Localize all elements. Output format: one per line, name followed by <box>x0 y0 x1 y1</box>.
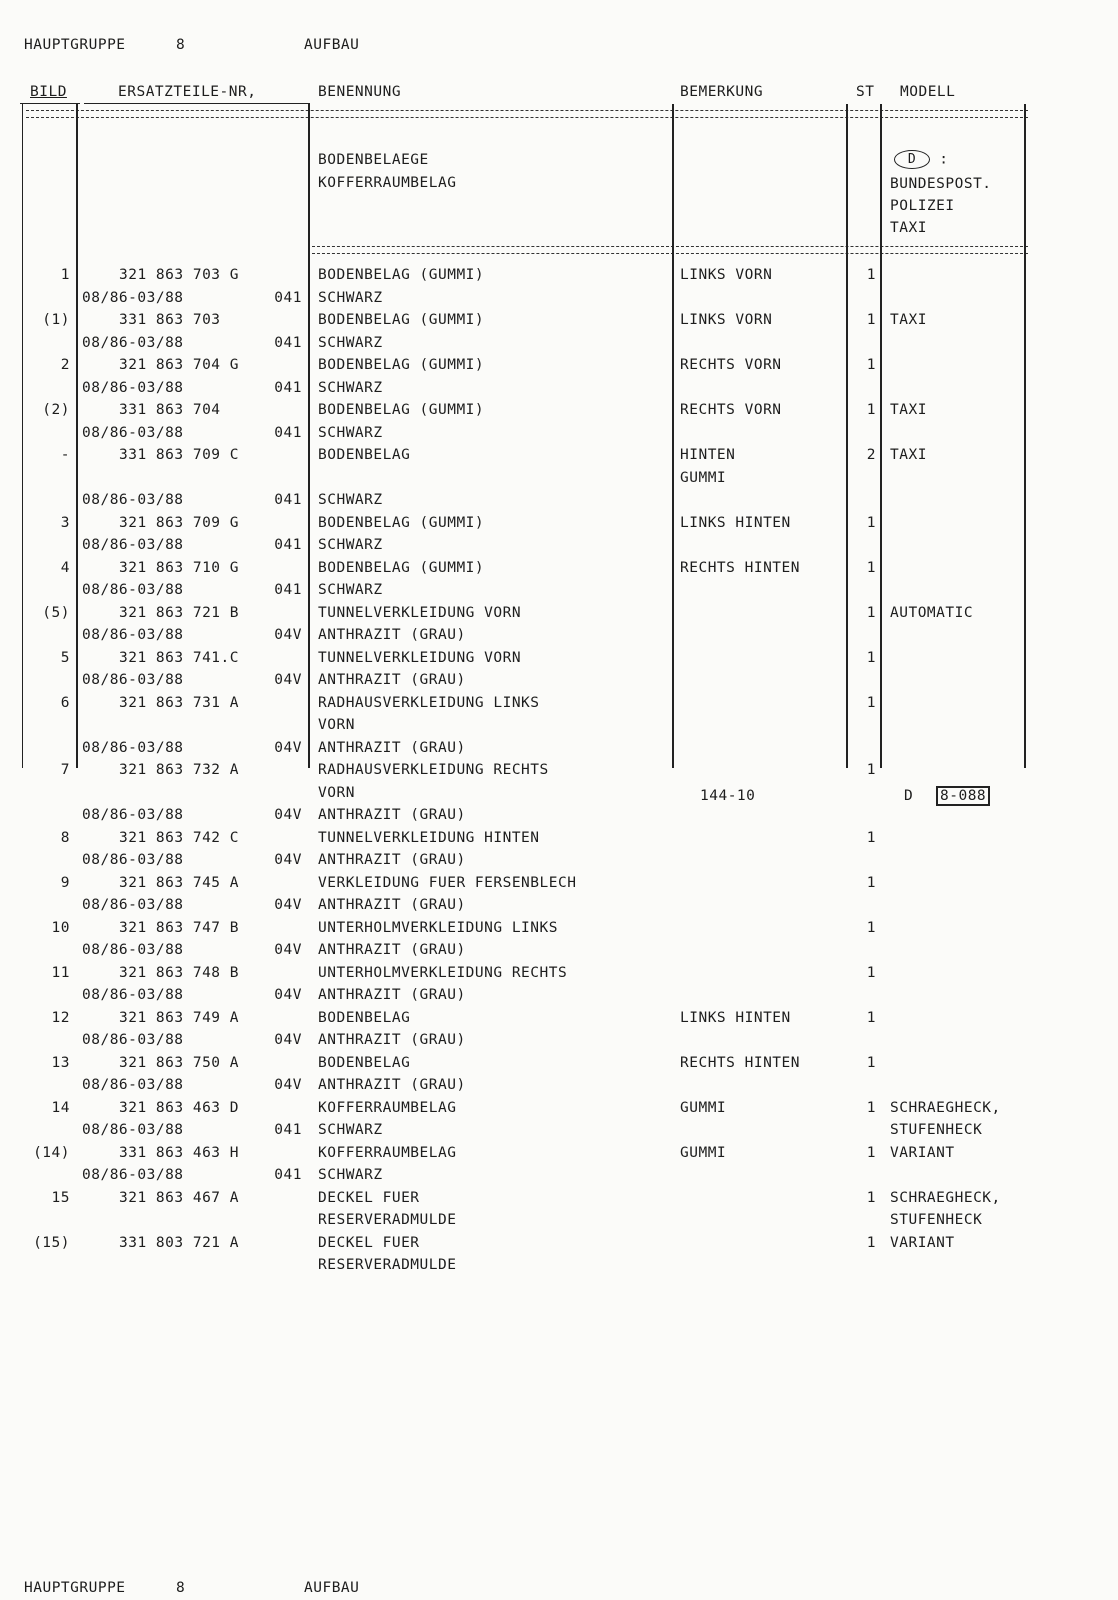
bild-cell: 6 <box>60 694 70 711</box>
table-row <box>0 602 1118 624</box>
bild-cell: (15) <box>33 1234 70 1251</box>
table-row <box>0 309 1118 331</box>
name-cell: VERKLEIDUNG FUER FERSENBLECH <box>318 874 577 891</box>
part-number-cell: 321 863 710 G <box>119 559 239 576</box>
model-cell: SCHRAEGHECK, <box>890 1099 1001 1116</box>
part-number-cell: 321 863 463 D <box>119 1099 239 1116</box>
remark-cell: HINTEN <box>680 447 736 463</box>
bild-cell: 11 <box>51 964 70 981</box>
qty-cell: 1 <box>866 267 876 283</box>
table-row-continuation <box>0 1209 1118 1231</box>
remark-cell: RECHTS VORN <box>680 402 782 418</box>
name-cell: KOFFERRAUMBELAG <box>318 1099 457 1116</box>
name-cell: BODENBELAG <box>318 447 411 463</box>
name-cell: SCHWARZ <box>318 492 383 508</box>
qty-cell: 1 <box>866 762 876 778</box>
color-code-cell: 041 <box>274 379 302 396</box>
next-group-title: AUFBAU <box>304 1580 360 1596</box>
part-number-cell: 321 863 704 G <box>119 357 239 373</box>
part-number-cell: 331 863 463 H <box>119 1144 239 1161</box>
table-row-detail <box>0 287 1118 309</box>
bild-cell: 14 <box>51 1099 70 1116</box>
table-row <box>0 692 1118 714</box>
table-row <box>0 1187 1118 1209</box>
table-row-detail <box>0 579 1118 601</box>
color-code-cell: 04V <box>274 897 302 913</box>
table-row-detail <box>0 377 1118 399</box>
bild-cell: 13 <box>51 1054 70 1071</box>
table-row-detail <box>0 984 1118 1006</box>
bild-cell: - <box>60 447 70 463</box>
table-row <box>0 264 1118 286</box>
table-row <box>0 399 1118 421</box>
name-cell: KOFFERRAUMBELAG <box>318 1144 457 1161</box>
table-row <box>0 647 1118 669</box>
qty-cell: 1 <box>866 1234 876 1251</box>
part-number-cell: 321 863 732 A <box>119 762 239 778</box>
color-code-cell: 04V <box>274 739 302 756</box>
table-row <box>0 354 1118 376</box>
part-number-cell: 321 863 749 A <box>119 1009 239 1026</box>
bild-cell: 10 <box>51 919 70 936</box>
qty-cell: 1 <box>866 694 876 711</box>
qty-cell: 1 <box>866 604 876 621</box>
color-code-cell: 04V <box>274 852 302 868</box>
qty-cell: 1 <box>866 514 876 531</box>
name-cell: VORN <box>318 784 355 801</box>
name-cell: SCHWARZ <box>318 1122 383 1138</box>
name-cell: ANTHRAZIT (GRAU) <box>318 672 466 688</box>
name-cell: BODENBELAG (GUMMI) <box>318 267 485 283</box>
model-cell: STUFENHECK <box>890 1122 983 1138</box>
name-cell: SCHWARZ <box>318 379 383 396</box>
table-row-continuation <box>0 714 1118 736</box>
table-row <box>0 1142 1118 1164</box>
circle-d-icon: D <box>894 150 930 169</box>
bild-cell: 9 <box>60 874 70 891</box>
model-cell: TAXI <box>890 447 927 463</box>
col-qty: ST <box>856 84 875 100</box>
remark-cell: RECHTS HINTEN <box>680 1054 800 1071</box>
name-cell: SCHWARZ <box>318 424 383 441</box>
qty-cell: 1 <box>866 1099 876 1116</box>
table-row-detail <box>0 849 1118 871</box>
date-range-cell: 08/86-03/88 <box>82 492 184 508</box>
col-part: ERSATZTEILE-NR, <box>118 84 257 100</box>
name-cell: TUNNELVERKLEIDUNG HINTEN <box>318 829 540 846</box>
remark-cell: GUMMI <box>680 1099 727 1116</box>
bild-cell: 15 <box>51 1189 70 1206</box>
color-code-cell: 041 <box>274 1122 302 1138</box>
model-badge <box>894 150 948 169</box>
color-code-cell: 041 <box>274 334 302 351</box>
name-cell: DECKEL FUER <box>318 1189 420 1206</box>
name-cell: UNTERHOLMVERKLEIDUNG RECHTS <box>318 964 568 981</box>
name-cell: ANTHRAZIT (GRAU) <box>318 942 466 958</box>
part-number-cell: 321 863 747 B <box>119 919 239 936</box>
name-cell: RESERVERADMULDE <box>318 1257 457 1273</box>
name-cell: BODENBELAG <box>318 1009 411 1026</box>
name-cell: ANTHRAZIT (GRAU) <box>318 1032 466 1048</box>
table-row <box>0 1097 1118 1119</box>
bild-cell: 2 <box>60 357 70 373</box>
bild-cell: (14) <box>33 1144 70 1161</box>
color-code-cell: 041 <box>274 537 302 553</box>
part-number-cell: 321 863 703 G <box>119 267 239 283</box>
name-cell: SCHWARZ <box>318 1167 383 1183</box>
date-range-cell: 08/86-03/88 <box>82 672 184 688</box>
table-row <box>0 827 1118 849</box>
name-cell: SCHWARZ <box>318 334 383 351</box>
intro-model-3: TAXI <box>890 220 927 236</box>
name-cell: ANTHRAZIT (GRAU) <box>318 807 466 823</box>
name-cell: SCHWARZ <box>318 537 383 553</box>
date-range-cell: 08/86-03/88 <box>82 582 184 598</box>
part-number-cell: 321 863 731 A <box>119 694 239 711</box>
part-number-cell: 321 863 748 B <box>119 964 239 981</box>
table-row-detail <box>0 332 1118 354</box>
table-row-detail <box>0 1029 1118 1051</box>
table-row <box>0 557 1118 579</box>
name-cell: BODENBELAG (GUMMI) <box>318 312 485 328</box>
color-code-cell: 041 <box>274 424 302 441</box>
remark-cell: GUMMI <box>680 1144 727 1161</box>
date-range-cell: 08/86-03/88 <box>82 1077 184 1093</box>
qty-cell: 1 <box>866 1009 876 1026</box>
part-number-cell: 321 863 750 A <box>119 1054 239 1071</box>
date-range-cell: 08/86-03/88 <box>82 379 184 396</box>
col-remark: BEMERKUNG <box>680 84 764 100</box>
table-row <box>0 444 1118 466</box>
name-cell: TUNNELVERKLEIDUNG VORN <box>318 649 522 666</box>
table-row-detail <box>0 804 1118 826</box>
name-cell: RESERVERADMULDE <box>318 1212 457 1228</box>
table-row-continuation <box>0 467 1118 489</box>
col-name: BENENNUNG <box>318 84 402 100</box>
date-range-cell: 08/86-03/88 <box>82 987 184 1003</box>
qty-cell: 1 <box>866 874 876 891</box>
color-code-cell: 041 <box>274 289 302 306</box>
name-cell: DECKEL FUER <box>318 1234 420 1251</box>
bild-cell: (2) <box>42 402 70 418</box>
table-row-detail <box>0 939 1118 961</box>
qty-cell: 1 <box>866 1054 876 1071</box>
name-cell: BODENBELAG <box>318 1054 411 1071</box>
header-underline-part <box>84 103 310 104</box>
name-cell: ANTHRAZIT (GRAU) <box>318 627 466 643</box>
model-badge-suffix: : <box>939 151 949 168</box>
table-row-detail <box>0 1164 1118 1186</box>
color-code-cell: 04V <box>274 627 302 643</box>
model-cell: VARIANT <box>890 1144 955 1161</box>
group-title: AUFBAU <box>304 37 360 53</box>
date-range-cell: 08/86-03/88 <box>82 627 184 643</box>
qty-cell: 1 <box>866 919 876 936</box>
color-code-cell: 04V <box>274 1032 302 1048</box>
table-row <box>0 1232 1118 1254</box>
table-row-detail <box>0 1074 1118 1096</box>
name-cell: ANTHRAZIT (GRAU) <box>318 852 466 868</box>
intro-model-2: POLIZEI <box>890 198 955 214</box>
remark-cell: LINKS HINTEN <box>680 1009 791 1026</box>
name-cell: SCHWARZ <box>318 289 383 306</box>
date-range-cell: 08/86-03/88 <box>82 1032 184 1048</box>
date-range-cell: 08/86-03/88 <box>82 537 184 553</box>
table-row-detail <box>0 534 1118 556</box>
name-cell: ANTHRAZIT (GRAU) <box>318 987 466 1003</box>
remark-cell: LINKS HINTEN <box>680 514 791 531</box>
qty-cell: 1 <box>866 357 876 373</box>
qty-cell: 1 <box>866 964 876 981</box>
table-row-detail <box>0 489 1118 511</box>
part-number-cell: 331 803 721 A <box>119 1234 239 1251</box>
date-range-cell: 08/86-03/88 <box>82 852 184 868</box>
model-cell: STUFENHECK <box>890 1212 983 1228</box>
page-code: 144-10 <box>700 788 756 804</box>
table-row-detail <box>0 737 1118 759</box>
header-underline-left <box>20 103 80 104</box>
intro-name-2: KOFFERRAUMBELAG <box>318 175 457 191</box>
table-row-detail <box>0 624 1118 646</box>
model-cell: TAXI <box>890 402 927 418</box>
qty-cell: 2 <box>866 447 876 463</box>
table-row <box>0 512 1118 534</box>
bild-cell: 4 <box>60 559 70 576</box>
date-range-cell: 08/86-03/88 <box>82 289 184 306</box>
bild-cell: 8 <box>60 829 70 846</box>
qty-cell: 1 <box>866 829 876 846</box>
name-cell: RADHAUSVERKLEIDUNG LINKS <box>318 694 540 711</box>
name-cell: BODENBELAG (GUMMI) <box>318 357 485 373</box>
part-number-cell: 321 863 742 C <box>119 829 239 846</box>
date-range-cell: 08/86-03/88 <box>82 807 184 823</box>
name-cell: BODENBELAG (GUMMI) <box>318 402 485 418</box>
bild-cell: 12 <box>51 1009 70 1026</box>
date-range-cell: 08/86-03/88 <box>82 942 184 958</box>
header-double-rule <box>26 110 1028 118</box>
group-label: HAUPTGRUPPE <box>24 37 126 53</box>
col-bild: BILD <box>30 84 67 100</box>
name-cell: UNTERHOLMVERKLEIDUNG LINKS <box>318 919 558 936</box>
qty-cell: 1 <box>866 649 876 666</box>
qty-cell: 1 <box>866 402 876 418</box>
name-cell: VORN <box>318 717 355 733</box>
bild-cell: 3 <box>60 514 70 531</box>
name-cell: BODENBELAG (GUMMI) <box>318 514 485 531</box>
table-row-detail <box>0 669 1118 691</box>
table-row <box>0 1007 1118 1029</box>
col-model: MODELL <box>900 84 956 100</box>
name-cell: ANTHRAZIT (GRAU) <box>318 1077 466 1093</box>
table-row <box>0 1052 1118 1074</box>
name-cell: RADHAUSVERKLEIDUNG RECHTS <box>318 762 549 778</box>
qty-cell: 1 <box>866 1189 876 1206</box>
model-cell: SCHRAEGHECK, <box>890 1189 1001 1206</box>
next-group-label: HAUPTGRUPPE <box>24 1580 126 1596</box>
model-cell: AUTOMATIC <box>890 604 974 621</box>
qty-cell: 1 <box>866 1144 876 1161</box>
model-cell: TAXI <box>890 312 927 328</box>
color-code-cell: 04V <box>274 1077 302 1093</box>
table-row-detail <box>0 422 1118 444</box>
bild-cell: 5 <box>60 649 70 666</box>
date-range-cell: 08/86-03/88 <box>82 334 184 351</box>
model-cell: VARIANT <box>890 1234 955 1251</box>
remark-cell: LINKS VORN <box>680 312 773 328</box>
page-ref: 8-088 <box>936 786 990 806</box>
intro-model-1: BUNDESPOST. <box>890 176 992 192</box>
date-range-cell: 08/86-03/88 <box>82 897 184 913</box>
name-cell: ANTHRAZIT (GRAU) <box>318 739 466 756</box>
part-number-cell: 331 863 703 <box>119 312 221 328</box>
table-row <box>0 872 1118 894</box>
section-double-rule <box>312 246 1028 254</box>
bild-cell: 1 <box>60 267 70 283</box>
name-cell: SCHWARZ <box>318 582 383 598</box>
table-row <box>0 962 1118 984</box>
table-row-detail <box>0 1119 1118 1141</box>
part-number-cell: 331 863 704 <box>119 402 221 418</box>
table-row <box>0 759 1118 781</box>
intro-name-1: BODENBELAEGE <box>318 152 429 168</box>
part-number-cell: 321 863 721 B <box>119 604 239 621</box>
remark-cell: GUMMI <box>680 469 727 486</box>
table-row-detail <box>0 894 1118 916</box>
name-cell: BODENBELAG (GUMMI) <box>318 559 485 576</box>
color-code-cell: 041 <box>274 1167 302 1183</box>
qty-cell: 1 <box>866 559 876 576</box>
remark-cell: RECHTS VORN <box>680 357 782 373</box>
table-row-continuation <box>0 1254 1118 1276</box>
date-range-cell: 08/86-03/88 <box>82 1167 184 1183</box>
table-row <box>0 917 1118 939</box>
color-code-cell: 04V <box>274 942 302 958</box>
qty-cell: 1 <box>866 312 876 328</box>
part-number-cell: 321 863 467 A <box>119 1189 239 1206</box>
part-number-cell: 321 863 741.C <box>119 649 239 666</box>
color-code-cell: 04V <box>274 672 302 688</box>
part-number-cell: 321 863 745 A <box>119 874 239 891</box>
next-group-number: 8 <box>176 1580 186 1596</box>
color-code-cell: 041 <box>274 492 302 508</box>
color-code-cell: 04V <box>274 987 302 1003</box>
bild-cell: (1) <box>42 312 70 328</box>
bild-cell: (5) <box>42 604 70 621</box>
color-code-cell: 04V <box>274 807 302 823</box>
part-number-cell: 321 863 709 G <box>119 514 239 531</box>
part-number-cell: 331 863 709 C <box>119 447 239 463</box>
footer-lang: D <box>904 788 914 804</box>
date-range-cell: 08/86-03/88 <box>82 424 184 441</box>
date-range-cell: 08/86-03/88 <box>82 1122 184 1138</box>
bild-cell: 7 <box>60 762 70 778</box>
color-code-cell: 041 <box>274 582 302 598</box>
remark-cell: LINKS VORN <box>680 267 773 283</box>
remark-cell: RECHTS HINTEN <box>680 559 800 576</box>
group-number: 8 <box>176 37 186 53</box>
name-cell: ANTHRAZIT (GRAU) <box>318 897 466 913</box>
date-range-cell: 08/86-03/88 <box>82 739 184 756</box>
name-cell: TUNNELVERKLEIDUNG VORN <box>318 604 522 621</box>
